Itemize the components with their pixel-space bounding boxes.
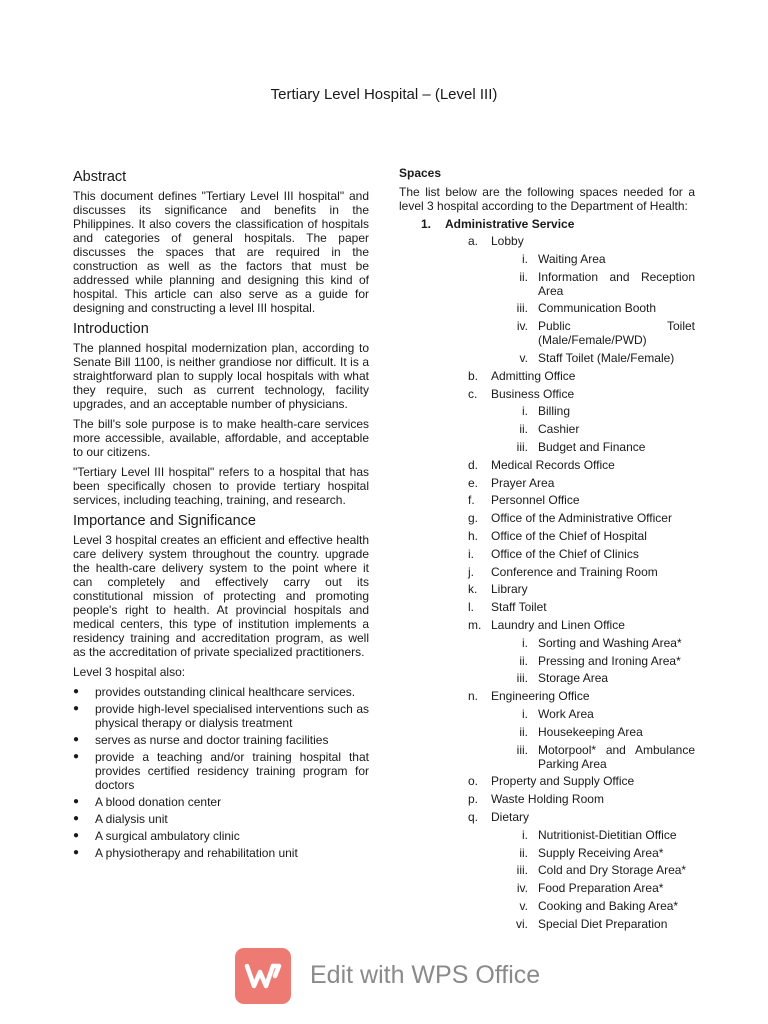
space-subitem-label: Nutritionist-Dietitian Office (538, 827, 677, 842)
importance-text: Level 3 hospital creates an efficient and effective health care delivery system throughout the country. upgrade the health-care delivery system to the point where it can completely and effectively carry out its constitutional mission of protecting and promoting people's right to health. At provincial hospitals and medical centers, this type of institution implements a residency training and accreditation program, as well as the accreditation of private specialized practitioners. (73, 533, 369, 659)
space-item-label: Waste Holding Room (491, 792, 604, 807)
space-item (399, 529, 695, 543)
space-item (399, 774, 695, 788)
space-subitem-label: Staff Toilet (Male/Female) (538, 350, 675, 365)
space-subitem-label: Sorting and Washing Area* (538, 635, 682, 650)
space-subitem-marker: iii. (516, 671, 528, 686)
space-item-marker: g. (468, 511, 479, 526)
space-subitem-label: Cooking and Baking Area* (538, 898, 679, 913)
space-item-marker: b. (468, 368, 479, 383)
space-subitem (399, 404, 695, 418)
space-item-label: Office of the Chief of Clinics (491, 546, 639, 561)
space-subitem-marker: iii. (516, 301, 528, 316)
left-column (73, 166, 369, 863)
space-subitem-label: Communication Booth (538, 301, 657, 316)
bullet-text: provide a teaching and/or training hospital that provides certified residency training program for doctors (95, 750, 369, 792)
bullet-text: A physiotherapy and rehabilitation unit (95, 846, 298, 860)
abstract-text: This document defines "Tertiary Level III hospital" and discusses its significance and benefits in the Philippines. It also covers the classification of hospitals and categories of general hospitals. The paper discusses the spaces that are required in the construction as well as the factors that must be addressed while planning and designing this kind of hospital. This article can also serve as a guide for designing and constructing a level III hospital. (73, 189, 369, 315)
space-subitem (399, 881, 695, 895)
space-subitem-label: Budget and Finance (538, 439, 646, 454)
bullet-dot-icon: ● (73, 703, 80, 714)
space-item (399, 476, 695, 490)
space-subitem-label: Food Preparation Area* (538, 881, 664, 896)
space-subitem (399, 707, 695, 721)
space-item-marker: a. (468, 234, 479, 248)
space-item-marker: i. (468, 546, 474, 561)
wps-watermark-text: Edit with WPS Office (310, 961, 541, 989)
space-subitem-marker: ii. (519, 269, 528, 284)
space-item-label: Office of the Chief of Hospital (491, 528, 647, 543)
abstract-heading: Abstract (73, 169, 127, 185)
space-subitem (399, 252, 695, 266)
space-item-label: Office of the Administrative Officer (491, 511, 672, 526)
bullet-text: A dialysis unit (95, 812, 168, 826)
space-subitem-label: Special Diet Preparation (538, 916, 668, 931)
section-number: 1. (421, 217, 432, 231)
space-subitem (399, 899, 695, 913)
space-subitem-label: Waiting Area (538, 251, 606, 266)
space-subitem-marker: ii. (519, 724, 528, 739)
space-item-label: Dietary (491, 809, 530, 824)
space-item-label: Library (491, 582, 528, 597)
space-item-label: Business Office (491, 386, 575, 401)
space-subitem-marker: iv. (516, 881, 528, 896)
space-item-marker: h. (468, 528, 479, 543)
space-subitem-marker: ii. (519, 653, 528, 668)
bullet-dot-icon: ● (73, 830, 80, 841)
space-item-marker: q. (468, 809, 479, 824)
space-item-marker: d. (468, 457, 479, 472)
space-item-marker: j. (468, 564, 474, 579)
bullet-item (73, 733, 369, 747)
space-subitem-label: Cashier (538, 422, 580, 437)
space-item-marker: o. (468, 774, 479, 789)
space-subitem-marker: i. (522, 706, 528, 721)
space-item-label: Conference and Training Room (491, 564, 658, 579)
document-title: Tertiary Level Hospital – (Level III) (270, 86, 498, 103)
bullet-dot-icon: ● (73, 751, 80, 762)
bullet-item (73, 795, 369, 809)
space-subitem-marker: i. (522, 827, 528, 842)
space-subitem-label: Motorpool* and Ambulance Parking Area (538, 742, 695, 771)
space-item (399, 689, 695, 703)
space-item-label: Laundry and Linen Office (491, 617, 625, 632)
spaces-list (399, 234, 695, 931)
bullet-item (73, 846, 369, 860)
bullet-text: provide high-level specialised interventions such as physical therapy or dialysis treatment (95, 702, 369, 730)
space-subitem-marker: ii. (519, 845, 528, 860)
bullet-text: serves as nurse and doctor training facilities (95, 733, 329, 747)
space-subitem-label: Information and Reception Area (538, 269, 695, 298)
spaces-heading: Spaces (399, 166, 442, 180)
space-subitem (399, 654, 695, 668)
introduction-paragraph-3: "Tertiary Level III hospital" refers to a hospital that has been specifically chosen to provide tertiary hospital services, including teaching, training, and research. (73, 465, 369, 507)
space-item-label: Admitting Office (491, 368, 576, 383)
introduction-paragraph-1: The planned hospital modernization plan, according to Senate Bill 1100, is neither grandiose nor difficult. It is a straightforward plan to supply local hospitals with what they require, such as current technology, facility upgrades, and an acceptable number of physicians. (73, 341, 369, 411)
section-title: Administrative Service (445, 217, 575, 231)
space-item (399, 582, 695, 596)
space-subitem (399, 422, 695, 436)
feature-bullet-list (73, 685, 369, 860)
space-item (399, 600, 695, 614)
space-item-label: Staff Toilet (491, 600, 547, 615)
importance-heading: Importance and Significance (73, 513, 256, 529)
space-item-label: Engineering Office (491, 689, 590, 704)
level3-also-label: Level 3 hospital also: (73, 665, 186, 679)
space-item-marker: e. (468, 475, 479, 490)
space-item-marker: m. (468, 617, 482, 632)
space-subitem (399, 671, 695, 685)
space-item (399, 511, 695, 525)
bullet-dot-icon: ● (73, 847, 80, 858)
bullet-item (73, 812, 369, 826)
space-item-label: Lobby (491, 234, 524, 248)
wps-logo-icon (235, 948, 291, 1004)
space-subitem-marker: v. (519, 898, 528, 913)
space-subitem-label: Pressing and Ironing Area* (538, 653, 681, 668)
space-subitem-marker: iv. (516, 319, 528, 334)
space-item (399, 458, 695, 472)
spaces-intro: The list below are the following spaces needed for a level 3 hospital according to the Department of Health: (399, 185, 695, 213)
space-subitem (399, 863, 695, 877)
space-subitem-label: Supply Receiving Area* (538, 845, 664, 860)
space-item-marker: p. (468, 792, 479, 807)
space-subitem-marker: v. (519, 350, 528, 365)
bullet-dot-icon: ● (73, 686, 80, 697)
right-column (399, 166, 695, 934)
space-subitem (399, 270, 695, 298)
space-item-marker: f. (468, 493, 475, 508)
space-item (399, 234, 695, 248)
space-subitem-marker: ii. (519, 422, 528, 437)
bullet-dot-icon: ● (73, 796, 80, 807)
bullet-text: A surgical ambulatory clinic (95, 829, 240, 843)
space-item-marker: n. (468, 689, 479, 704)
space-subitem (399, 351, 695, 365)
bullet-item (73, 829, 369, 843)
space-item (399, 618, 695, 632)
space-subitem (399, 743, 695, 771)
space-subitem-marker: iii. (516, 863, 528, 878)
bullet-dot-icon: ● (73, 813, 80, 824)
bullet-item (73, 750, 369, 792)
space-subitem (399, 301, 695, 315)
space-subitem-label: Housekeeping Area (538, 724, 643, 739)
bullet-text: provides outstanding clinical healthcare services. (95, 685, 356, 699)
space-subitem-label: Billing (538, 404, 571, 419)
introduction-heading: Introduction (73, 321, 149, 337)
space-item (399, 792, 695, 806)
space-subitem (399, 440, 695, 454)
space-subitem (399, 636, 695, 650)
space-item (399, 493, 695, 507)
space-item-label: Property and Supply Office (491, 774, 635, 789)
space-subitem (399, 846, 695, 860)
space-subitem-label: Public Toilet (Male/Female/PWD) (538, 319, 695, 348)
space-subitem-label: Cold and Dry Storage Area* (538, 863, 687, 878)
space-subitem-label: Work Area (538, 706, 594, 721)
space-subitem-marker: iii. (516, 439, 528, 454)
space-subitem (399, 319, 695, 347)
space-subitem (399, 725, 695, 739)
space-item-marker: c. (468, 386, 478, 401)
space-item-marker: l. (468, 600, 474, 615)
space-subitem-marker: i. (522, 635, 528, 650)
space-item (399, 387, 695, 401)
space-item-label: Medical Records Office (491, 457, 615, 472)
space-subitem-marker: i. (522, 251, 528, 266)
space-item-label: Personnel Office (491, 493, 580, 508)
space-item-label: Prayer Area (491, 475, 555, 490)
space-item (399, 369, 695, 383)
section-heading (399, 217, 695, 231)
bullet-dot-icon: ● (73, 734, 80, 745)
bullet-item (73, 685, 369, 699)
space-item (399, 565, 695, 579)
space-subitem (399, 917, 695, 931)
space-subitem-label: Storage Area (538, 671, 609, 686)
space-subitem-marker: i. (522, 404, 528, 419)
bullet-item (73, 702, 369, 730)
introduction-paragraph-2: The bill's sole purpose is to make health-care services more accessible, available, affordable, and acceptable to our citizens. (73, 417, 369, 459)
space-subitem (399, 828, 695, 842)
wps-watermark[interactable] (235, 948, 565, 1004)
space-subitem-marker: iii. (516, 742, 528, 757)
space-item (399, 547, 695, 561)
space-item-marker: k. (468, 582, 478, 597)
space-item (399, 810, 695, 824)
bullet-text: A blood donation center (95, 795, 222, 809)
space-subitem-marker: vi. (516, 916, 528, 931)
